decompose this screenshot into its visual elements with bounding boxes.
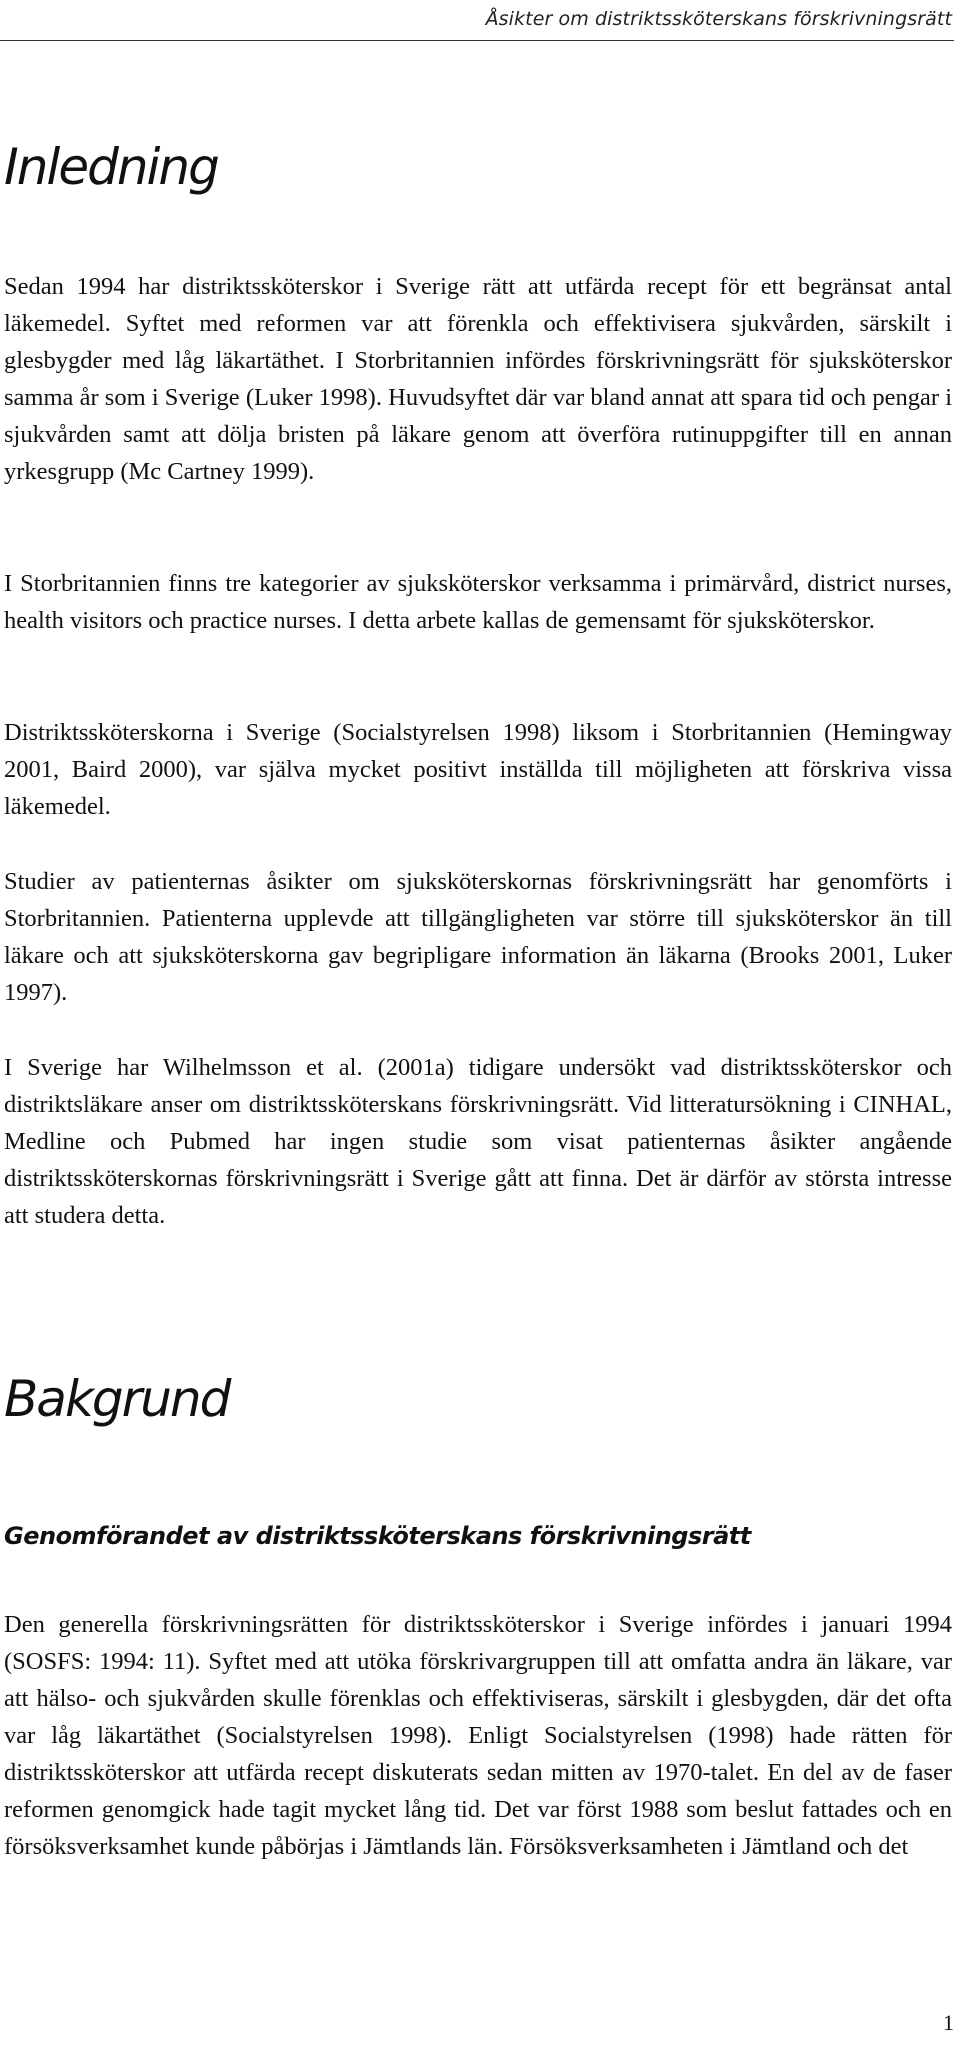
page-number: 1 [943, 2010, 954, 2035]
paragraph-intro-4: Studier av patienternas åsikter om sjuksköterskornas förskrivningsrätt har genomförts i Storbritannien. Patienterna upplevde att tillgängligheten var större till sjuksköterskor än till läkare och att sjuksköterskorna gav begripligare information än läkarna (Brooks 2001, Luker 1997). [4, 868, 952, 1006]
running-header: Åsikter om distriktssköterskans förskrivningsrätt [485, 8, 952, 30]
section-title-bakgrund: Bakgrund [4, 1370, 230, 1428]
paragraph-intro-5: I Sverige har Wilhelmsson et al. (2001a) tidigare undersökt vad distriktssköterskor och distriktsläkare anser om distriktssköterskans förskrivningsrätt. Vid litteratursökning i CINHAL, Medline och Pubmed har ingen studie som visat patienternas åsikter angående distriktssköterskornas förskrivningsrätt i Sverige gått att finna. Det är därför av största intresse att studera detta. [4, 1054, 952, 1229]
paragraph-bakgrund-1: Den generella förskrivningsrätten för distriktssköterskor i Sverige infördes i januari 1994 (SOSFS: 1994: 11). Syftet med att utöka förskrivargruppen till att omfatta andra än läkare, var att hälso- och sjukvården skulle förenklas och effektiviseras, särskilt i glesbygden, där det ofta var låg läkartäthet (Socialstyrelsen 1998). Enligt Socialstyrelsen (1998) hade rätten för distriktssköterskor att utfärda recept diskuterats sedan mitten av 1970-talet. En del av de faser reformen genomgick hade tagit mycket lång tid. Det var först 1988 som beslut fattades och en försöksverksamhet kunde påbörjas i Jämtlands län. Försöksverksamheten i Jämtland och det [4, 1611, 952, 1860]
paragraph-intro-1: Sedan 1994 har distriktssköterskor i Sverige rätt att utfärda recept för ett begränsat antal läkemedel. Syftet med reformen var att förenkla och effektivisera sjukvården, särskilt i glesbygder med låg läkartäthet. I Storbritannien infördes förskrivningsrätt för sjuksköterskor samma år som i Sverige (Luker 1998). Huvudsyftet där var bland annat att spara tid och pengar i sjukvården samt att dölja bristen på läkare genom att överföra rutinuppgifter till en annan yrkesgrupp (Mc Cartney 1999). [4, 273, 952, 485]
paragraph-intro-2: I Storbritannien finns tre kategorier av sjuksköterskor verksamma i primärvård, district nurses, health visitors och practice nurses. I detta arbete kallas de gemensamt för sjuksköterskor. [4, 570, 952, 634]
section-title-inledning: Inledning [4, 138, 218, 196]
paragraph-intro-3: Distriktssköterskorna i Sverige (Socialstyrelsen 1998) liksom i Storbritannien (Hemingway 2001, Baird 2000), var själva mycket positivt inställda till möjligheten att förskriva vissa läkemedel. [4, 719, 952, 820]
subsection-title-genomforandet: Genomförandet av distriktssköterskans förskrivningsrätt [4, 1522, 751, 1550]
header-rule [0, 40, 954, 41]
